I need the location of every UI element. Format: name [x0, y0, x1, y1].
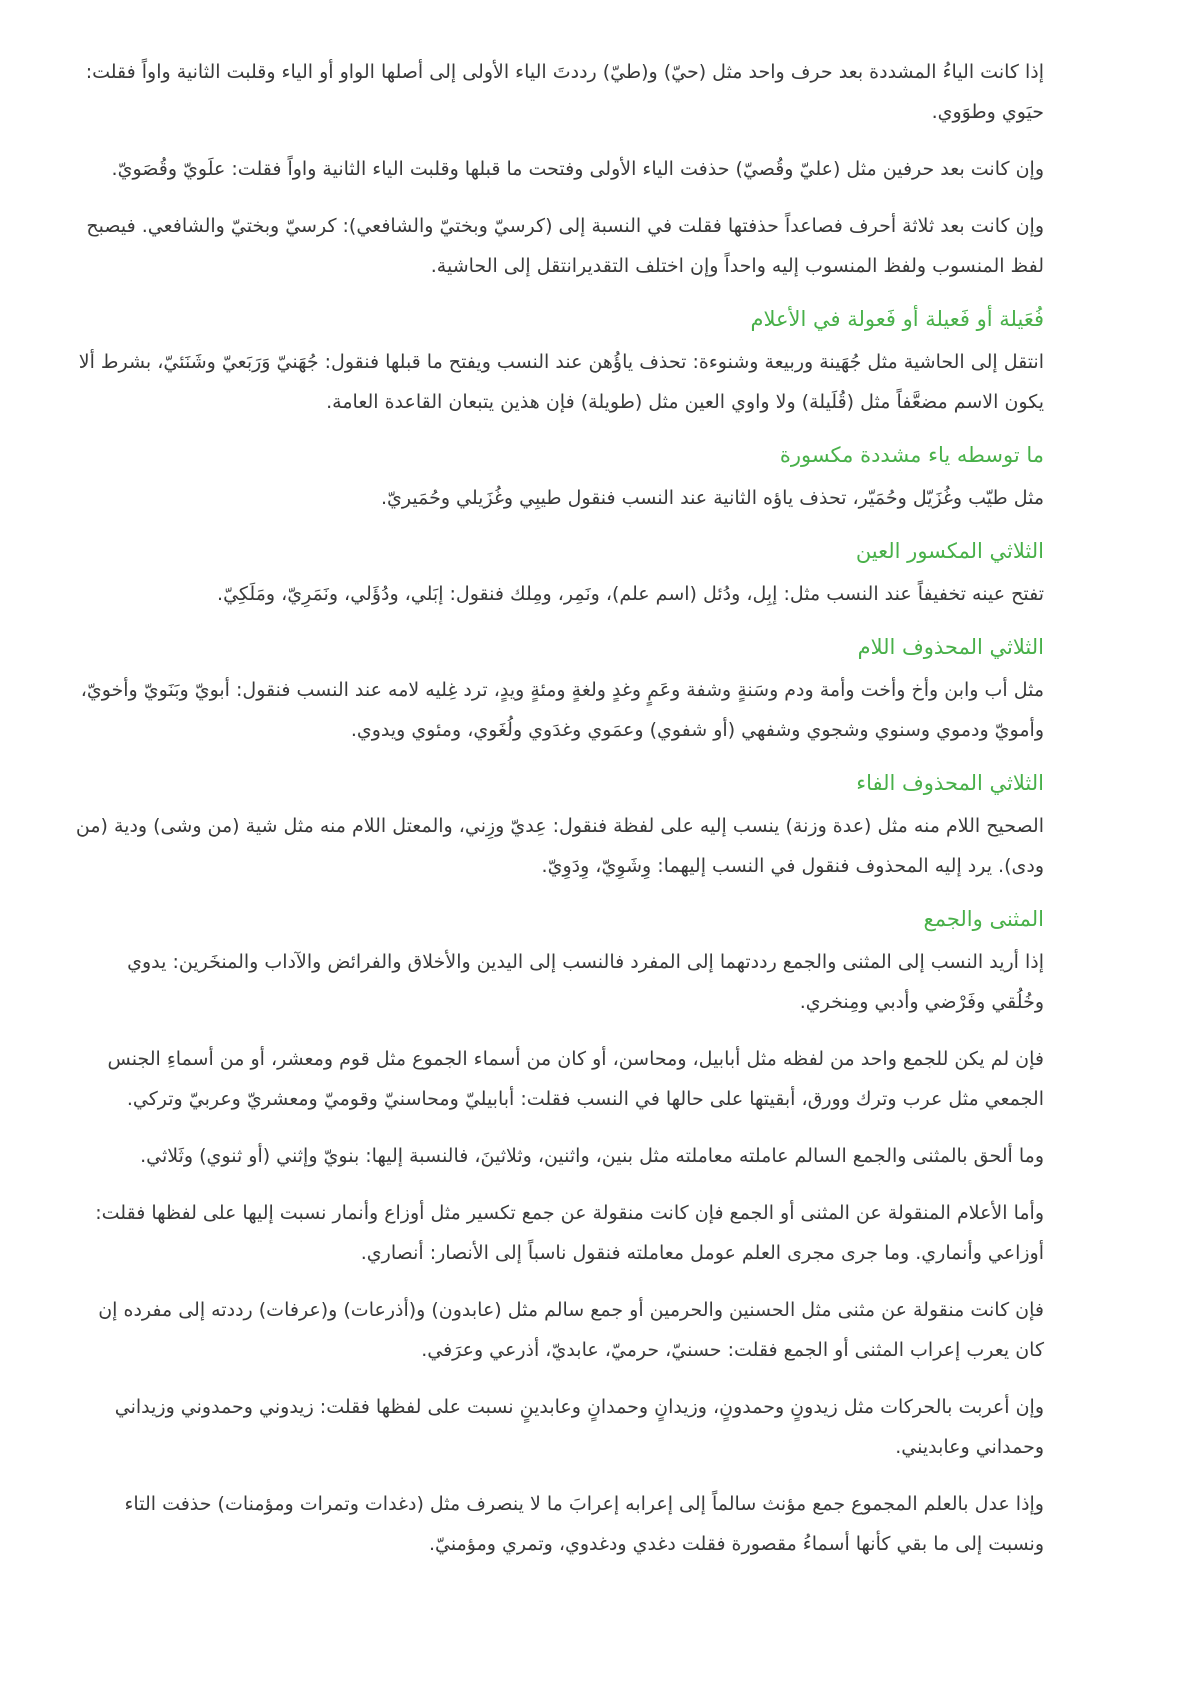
- section-heading: الثلاثي المحذوف الفاء: [856, 771, 1044, 795]
- paragraph: وأما الأعلام المنقولة عن المثنى أو الجمع فإن كانت منقولة عن جمع تكسير مثل أوزاع وأنمار نسبت إليها على لفظها فقلت: أوزاعي وأنماري. وما جرى مجرى العلم عومل معاملته فنقول ناسباً إلى الأنصار: أنصاري.: [95, 1202, 1044, 1264]
- section-heading: الثلاثي المحذوف اللام: [857, 635, 1044, 659]
- paragraph: مثل أب وابن وأخ وأخت وأمة ودم وسَنةٍ وشفة وعَمٍ وغدٍ ولغةٍ ومئةٍ ويدٍ، ترد غِليه لامه عند النسب فنقول: أبويّ وبَنَويّ وأخويّ، وأمويّ ودموي وسنوي وشجوي وشفهي (أو شفوي) وعمَوي وغدَوي ولُغَوي، ومئوي ويدوي.: [80, 679, 1044, 741]
- paragraph: وإن كانت بعد ثلاثة أحرف فصاعداً حذفتها فقلت في النسبة إلى (كرسيّ وبختيّ والشافعي): كرسيّ وبختيّ والشافعي. فيصبح لفظ المنسوب ولفظ المنسوب إليه واحداً وإن اختلف التقديرانتقل إلى الحاشية.: [86, 215, 1044, 277]
- paragraph: وإن أعربت بالحركات مثل زيدونٍ وحمدونٍ، وزيدانٍ وحمدانٍ وعابدينٍ نسبت على لفظها فقلت: زيدوني وحمدوني وزيداني وحمداني وعابديني.: [114, 1396, 1044, 1458]
- section-heading: فُعَيلة أو فَعيلة أو فَعولة في الأعلام: [750, 307, 1044, 331]
- paragraph: مثل طيّب وغُزَيّل وحُمَيّر، تحذف ياؤه الثانية عند النسب فنقول طيبِي وغُزَيلي وحُمَيريّ.: [380, 487, 1044, 509]
- paragraph: فإن لم يكن للجمع واحد من لفظه مثل أبابيل، ومحاسن، أو كان من أسماء الجموع مثل قوم ومعشر، أو من أسماءِ الجنس الجمعي مثل عرب وترك وورق، أبقيتها على حالها في النسب فقلت: أبابيليّ ومحاسنيّ وقوميّ ومعشريّ وعربيّ وتركي.: [107, 1048, 1044, 1110]
- section-heading: ما توسطه ياء مشددة مكسورة: [779, 443, 1044, 467]
- section-heading: الثلاثي المكسور العين: [855, 539, 1044, 563]
- paragraph: وإذا عدل بالعلم المجموع جمع مؤنث سالماً إلى إعرابه إعرابَ ما لا ينصرف مثل (دغدات وتمرات ومؤمنات) حذفت التاء ونسبت إلى ما بقي كأنها أسماءُ مقصورة فقلت دغدي ودغدوي، وتمري ومؤمنيّ.: [124, 1493, 1044, 1555]
- paragraph: انتقل إلى الحاشية مثل جُهَينة وربيعة وشنوءة: تحذف ياؤُهن عند النسب ويفتح ما قبلها فنقول: جُهَنيّ وَرَبَعيّ وشَنَئيّ، بشرط ألا يكون الاسم مضعَّفاً مثل (قُلَيلة) ولا واوي العين مثل (طويلة) فإن هذين يتبعان القاعدة العامة.: [78, 351, 1044, 413]
- paragraph: فإن كانت منقولة عن مثنى مثل الحسنين والحرمين أو جمع سالم مثل (عابدون) و(أذرعات) و(عرفات) رددته إلى مفرده إن كان يعرب إعراب المثنى أو الجمع فقلت: حسنيّ، حرميّ، عابديّ، أذرعي وعرَفي.: [98, 1299, 1044, 1361]
- section-heading: المثنى والجمع: [923, 907, 1044, 931]
- paragraph: وإن كانت بعد حرفين مثل (عليّ وقُصيّ) حذفت الياء الأولى وفتحت ما قبلها وقلبت الياء الثانية واواً فقلت: علَويّ وقُصَويّ.: [111, 158, 1044, 180]
- paragraph: تفتح عينه تخفيفاً عند النسب مثل: إبِل، ودُئل (اسم علم)، ونَمِر، ومِلك فنقول: إبَلي، ودُؤَلي، ونَمَرِيّ، ومَلَكِيّ.: [217, 583, 1044, 605]
- paragraph: وما ألحق بالمثنى والجمع السالم عاملته معاملته مثل بنين، واثنين، وثلاثينَ، فالنسبة إليها: بنويّ وإثني (أو ثنوي) وثَلاثي.: [140, 1145, 1044, 1167]
- paragraph: الصحيح اللام منه مثل (عدة وزنة) ينسب إليه على لفظة فنقول: عِديّ وزِني، والمعتل اللام منه مثل شية (من وشى) ودية (من ودى). يرد إليه المحذوف فنقول في النسب إليهما: وِشَوِيّ، وِدَوِيّ.: [75, 815, 1044, 877]
- paragraph: إذا كانت الياءُ المشددة بعد حرف واحد مثل (حيّ) و(طيّ) رددتَ الياء الأولى إلى أصلها الواو أو الياء وقلبت الثانية واواً فقلت: حيَوي وطوَوي.: [85, 61, 1044, 123]
- paragraph: إذا أريد النسب إلى المثنى والجمع رددتهما إلى المفرد فالنسب إلى اليدين والأخلاق والفرائض والآداب والمنخَرين: يدوي وخُلُقي وفَرْضي وأدبي ومِنخري.: [127, 951, 1044, 1013]
